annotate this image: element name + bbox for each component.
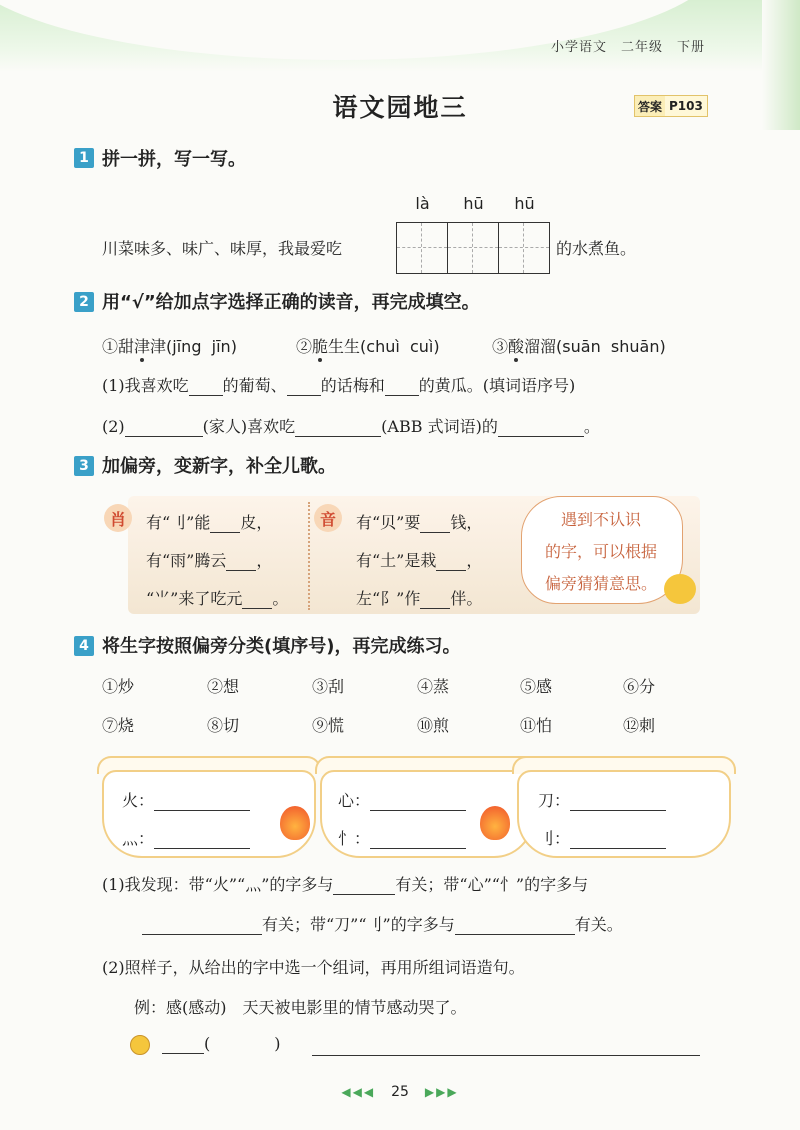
blank[interactable]	[333, 875, 395, 895]
q2-prompt: 用“√”给加点字选择正确的读音，再完成填空。	[102, 292, 480, 313]
tip-text: 遇到不认识 的字，可以根据 偏旁猜猜意思。	[544, 510, 657, 593]
grid-cell[interactable]	[397, 223, 448, 273]
char-item: ⑥分	[623, 677, 656, 696]
writing-grid[interactable]	[396, 222, 550, 274]
char-item: ④蒸	[417, 677, 450, 696]
pinyin-choice[interactable]: (chuì	[360, 337, 400, 356]
rhyme-right-line-2: 有“土”是栽 ，	[356, 551, 483, 570]
pot-fire-row-2: 灬：	[122, 826, 250, 849]
flame-icon	[280, 806, 310, 840]
pot-heart-row-2: 忄：	[338, 826, 466, 849]
blank[interactable]	[570, 829, 666, 849]
blank[interactable]	[242, 589, 272, 609]
flame-icon	[480, 806, 510, 840]
pot-knife-row-2: 刂：	[538, 826, 666, 849]
q3-number: 3	[74, 456, 94, 476]
blank[interactable]	[189, 376, 223, 396]
char-item: ⑫刺	[623, 716, 656, 735]
answer-tag	[634, 95, 708, 117]
q2-fill-2: (2) (家人)喜欢吃 (ABB 式词语)的 。	[102, 417, 600, 436]
q3-prompt: 加偏旁，变新字，补全儿歌。	[102, 456, 336, 477]
q2-option-3: ③酸溜溜(suān shuān)	[492, 337, 666, 356]
word-slot[interactable]	[210, 1034, 274, 1053]
char-item: ⑩煎	[417, 716, 450, 735]
blank[interactable]	[142, 915, 262, 935]
mascot-icon	[664, 574, 696, 604]
q2-option-2: ②脆生生(chuì cuì)	[296, 337, 440, 356]
rhyme-divider	[308, 502, 310, 610]
pinyin-choice[interactable]: shuān)	[610, 337, 666, 356]
pot-knife-row-1: 刀：	[538, 788, 666, 811]
sentence-line[interactable]	[312, 1055, 700, 1056]
blank[interactable]	[125, 417, 203, 437]
char-badge-xiao: 肖	[104, 504, 132, 532]
char-item: ①炒	[102, 677, 135, 696]
page-title: 语文园地三	[332, 93, 468, 122]
blank[interactable]	[436, 551, 466, 571]
pinyin-choice[interactable]: (suān	[556, 337, 601, 356]
pinyin-1: là	[415, 194, 430, 213]
next-arrows-icon: ▶▶▶	[424, 1085, 459, 1099]
q4-prompt: 将生字按照偏旁分类(填序号)，再完成练习。	[102, 636, 461, 657]
q1-sentence-after: 的水煮鱼。	[556, 239, 637, 258]
rhyme-left-line-1: 有“刂”能 皮，	[146, 513, 273, 532]
blank[interactable]	[420, 589, 450, 609]
blank[interactable]	[455, 915, 575, 935]
pinyin-choice[interactable]: cuì)	[409, 337, 440, 356]
rhyme-right-line-1: 有“贝”要 钱，	[356, 513, 483, 532]
pot-fire-row-1: 火：	[122, 788, 250, 811]
blank[interactable]	[154, 791, 250, 811]
char-item: ⑨慌	[312, 716, 345, 735]
book-info: 小学语文 二年级 下册	[550, 40, 705, 55]
q4-sub2-example: 例：感(感动) 天天被电影里的情节感动哭了。	[134, 998, 467, 1017]
pinyin-2: hū	[463, 194, 484, 213]
grid-cell[interactable]	[448, 223, 499, 273]
q2-option-1: ①甜津津(jīng jīn)	[102, 337, 237, 356]
rhyme-left-line-3: “⺌”来了吃元 。	[146, 589, 289, 608]
char-item: ③刮	[312, 677, 345, 696]
rhyme-left-line-2: 有“雨”腾云 ，	[146, 551, 273, 570]
q4-sub2-instruction: (2)照样子，从给出的字中选一个组词，再用所组词语造句。	[102, 958, 525, 977]
q1-prompt: 拼一拼，写一写。	[102, 149, 246, 170]
q4-answer-word: ( )	[162, 1034, 281, 1054]
blank[interactable]	[154, 829, 250, 849]
blank[interactable]	[287, 376, 321, 396]
lightbulb-icon	[130, 1035, 150, 1055]
blank[interactable]	[210, 513, 240, 533]
blank[interactable]	[385, 376, 419, 396]
page-number: 25	[391, 1084, 409, 1100]
q4-sub1-line-2: 有关；带“刀”“刂”的字多与 有关。	[142, 912, 623, 935]
blank[interactable]	[498, 417, 584, 437]
blank[interactable]	[162, 1034, 204, 1054]
q1-number: 1	[74, 148, 94, 168]
pot-heart-row-1: 心：	[338, 788, 466, 811]
pinyin-choice[interactable]: jīn)	[211, 337, 237, 356]
page-footer	[0, 1084, 800, 1100]
char-badge-yin: 音	[314, 504, 342, 532]
blank[interactable]	[370, 791, 466, 811]
q4-number: 4	[74, 636, 94, 656]
char-item: ⑧切	[207, 716, 240, 735]
blank[interactable]	[370, 829, 466, 849]
answer-page: P103	[665, 96, 707, 116]
blank[interactable]	[420, 513, 450, 533]
answer-label: 答案	[638, 99, 663, 114]
rhyme-right-line-3: 左“阝”作 伴。	[356, 589, 483, 608]
grid-cell[interactable]	[499, 223, 549, 273]
pinyin-3: hū	[514, 194, 535, 213]
q2-fill-1: (1)我喜欢吃 的葡萄、 的话梅和 的黄瓜。(填词语序号)	[102, 376, 576, 395]
char-item: ②想	[207, 677, 240, 696]
char-item: ⑦烧	[102, 716, 135, 735]
prev-arrows-icon: ◀◀◀	[341, 1085, 376, 1099]
char-item: ⑪怕	[520, 716, 553, 735]
char-item: ⑤感	[520, 677, 553, 696]
blank[interactable]	[226, 551, 256, 571]
blank[interactable]	[570, 791, 666, 811]
q4-sub1-line-1: (1)我发现：带“火”“灬”的字多与 有关；带“心”“忄”的字多与	[102, 875, 589, 894]
blank[interactable]	[295, 417, 381, 437]
q1-sentence-before: 川菜味多、味广、味厚，我最爱吃	[102, 239, 343, 258]
q2-number: 2	[74, 292, 94, 312]
pinyin-choice[interactable]: (jīng	[166, 337, 202, 356]
